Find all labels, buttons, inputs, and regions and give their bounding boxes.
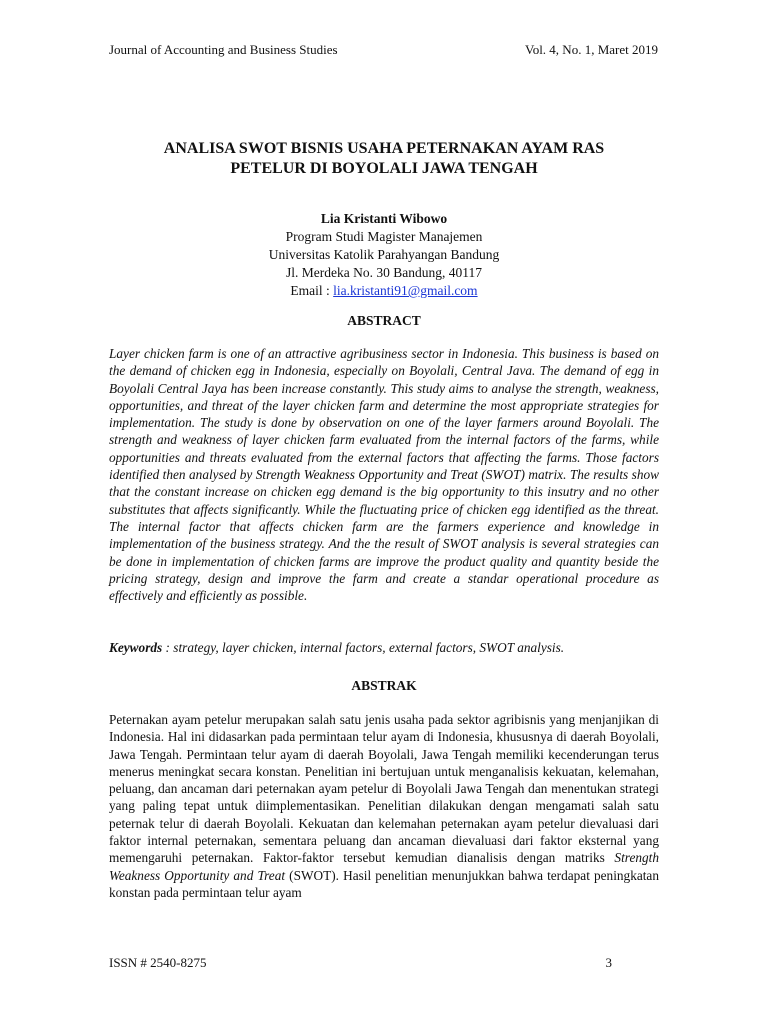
email-link[interactable]: lia.kristanti91@gmail.com: [333, 283, 478, 298]
email-label: Email :: [290, 283, 334, 298]
page-number: 3: [605, 955, 612, 970]
author-block: [109, 210, 659, 300]
abstract-id-text-2: (SWOT). Hasil penelitian menunjukkan bahwa terdapat peningkatan konstan pada permintaan telur ayam: [109, 867, 659, 900]
author-program: Program Studi Magister Manajemen: [285, 229, 483, 244]
abstract-en-text-1: Layer chicken farm is one of an attractive agribusiness sector in Indonesia. This business is based on the demand of chicken egg in Indonesia, especially on Boyolali, Central Java. The demand of egg in Boyolali Central Jaya has been increase constantly. This study aims to analyse the strength, weakness, opportunities, and threat of the layer chicken farm and determine the most appropriate strategies for implementation. The study is done by observation on one of the layer farmers around Boyolali. The strength and weakness of layer chicken farm evaluated from the internal factors of the farms, while opportunities and threats evaluated from the external factors that affecting the farms. Those factors identified then analysed by: [109, 346, 659, 483]
abstract-en-text-2: matrix. The results show that the constant increase on chicken egg demand is the big opportunity to this insutry and no other substitutes that affects significantly. While the fluctuating price of chicken egg identified as the threat. The internal factor that affects chicken farm are the farmers experience and knowledge in implementation of the business strategy. And the the result of SWOT analysis is several strategies can be done in implementation of chicken farms are improve the product quality and quantity beside the pricing strategy, design and improve the farm and create a standar operational procedure as effectively and efficiently as possible.: [109, 467, 660, 604]
keywords: [109, 640, 659, 656]
title-line-2: PETELUR DI BOYOLALI JAWA TENGAH: [230, 160, 538, 177]
abstract-indonesian: [109, 711, 659, 901]
volume-info: Vol. 4, No. 1, Maret 2019: [524, 42, 658, 57]
abstract-id-swot-term: Strength Weakness Opportunity and Treat: [109, 850, 659, 883]
journal-name: Journal of Accounting and Business Studies: [109, 42, 338, 57]
keywords-label: Keywords: [109, 640, 163, 655]
issn: ISSN # 2540-8275: [109, 955, 207, 970]
abstract-en-swot-term: Strength Weakness Opportunity and Treat (SWOT): [255, 467, 525, 483]
abstract-heading: ABSTRACT: [347, 313, 421, 328]
abstrak-heading: ABSTRAK: [351, 678, 417, 693]
title-line-1: ANALISA SWOT BISNIS USAHA PETERNAKAN AYAM RAS: [163, 140, 605, 157]
author-address: Jl. Merdeka No. 30 Bandung, 40117: [286, 265, 482, 280]
abstract-id-text-1: Peternakan ayam petelur merupakan salah satu jenis usaha pada sektor agribisnis yang menjanjikan di Indonesia. Hal ini didasarkan pada permintaan telur ayam di Indonesia, khususnya di daerah Boyolali, Jawa Tengah. Permintaan telur ayam di daerah Boyolali, Jawa Tengah memiliki kecenderungan terus menerus meningkat secara konstan. Penelitian ini bertujuan untuk menganalisis kekuatan, kelemahan, peluang, dan ancaman dari peternakan ayam petelur di Boyolali Jawa Tengah dan menentukan strategi yang paling tepat untuk diimplementasikan. Penelitian dilakukan dengan mengamati salah satu peternak telur di daerah Boyolali. Kekuatan dan kelemahan peternakan ayam petelur dievaluasi dari faktor internal peternakan, sementara peluang dan ancaman dievaluasi dari faktor eksternal yang memengaruhi peternakan. Faktor-faktor tersebut kemudian dianalisis dengan matriks: [109, 712, 659, 866]
abstract-english: [109, 345, 659, 604]
paper-title: [109, 139, 659, 179]
author-name: Lia Kristanti Wibowo: [320, 211, 448, 226]
keywords-text: : strategy, layer chicken, internal factors, external factors, SWOT analysis.: [162, 640, 565, 655]
author-university: Universitas Katolik Parahyangan Bandung: [268, 247, 500, 262]
author-email-line: [109, 282, 659, 300]
